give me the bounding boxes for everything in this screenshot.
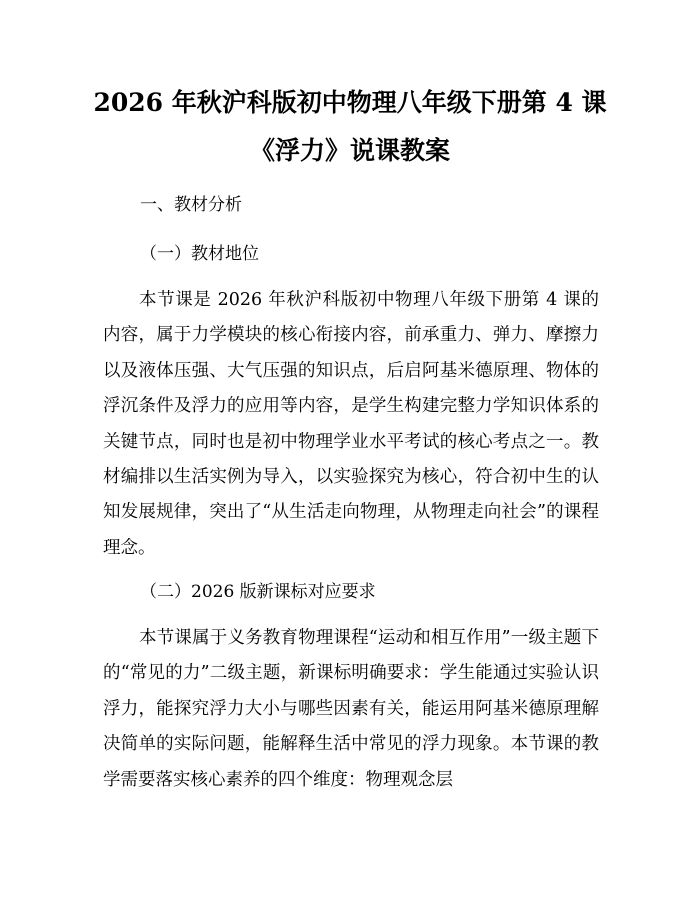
paragraph-curriculum-requirements: 本节课属于义务教育物理课程“运动和相互作用”一级主题下的“常见的力”二级主题，新课标明确要求：学生能通过实验认识浮力，能探究浮力大小与哪些因素有关，能运用阿基米德原理解决简单的实际问题，能解释生活中常见的浮力现象。本节课的教学需要落实核心素养的四个维度：物理观念层 [103,628,599,790]
section-heading-textbook-analysis: 一、教材分析 [140,195,242,215]
document-title-line1: 2026 年秋沪科版初中物理八年级下册第 4 课 [93,88,607,117]
subsection-heading-textbook-position: （一）教材地位 [140,244,259,264]
paragraph-textbook-position: 本节课是 2026 年秋沪科版初中物理八年级下册第 4 课的内容，属于力学模块的核心衔接内容，前承重力、弹力、摩擦力以及液体压强、大气压强的知识点，后启阿基米德原理、物体的浮沉条件及浮力的应用等内容，是学生构建完整力学知识体系的关键节点，同时也是初中物理学业水平考试的核心考点之一。教材编排以生活实例为导入，以实验探究为核心，符合初中生的认知发展规律，突出了“从生活走向物理，从物理走向社会”的课程理念。 [103,290,599,558]
document-title-line2: 《浮力》说课教案 [249,136,450,165]
subsection-heading-curriculum-requirements: （二）2026 版新课标对应要求 [140,582,376,602]
